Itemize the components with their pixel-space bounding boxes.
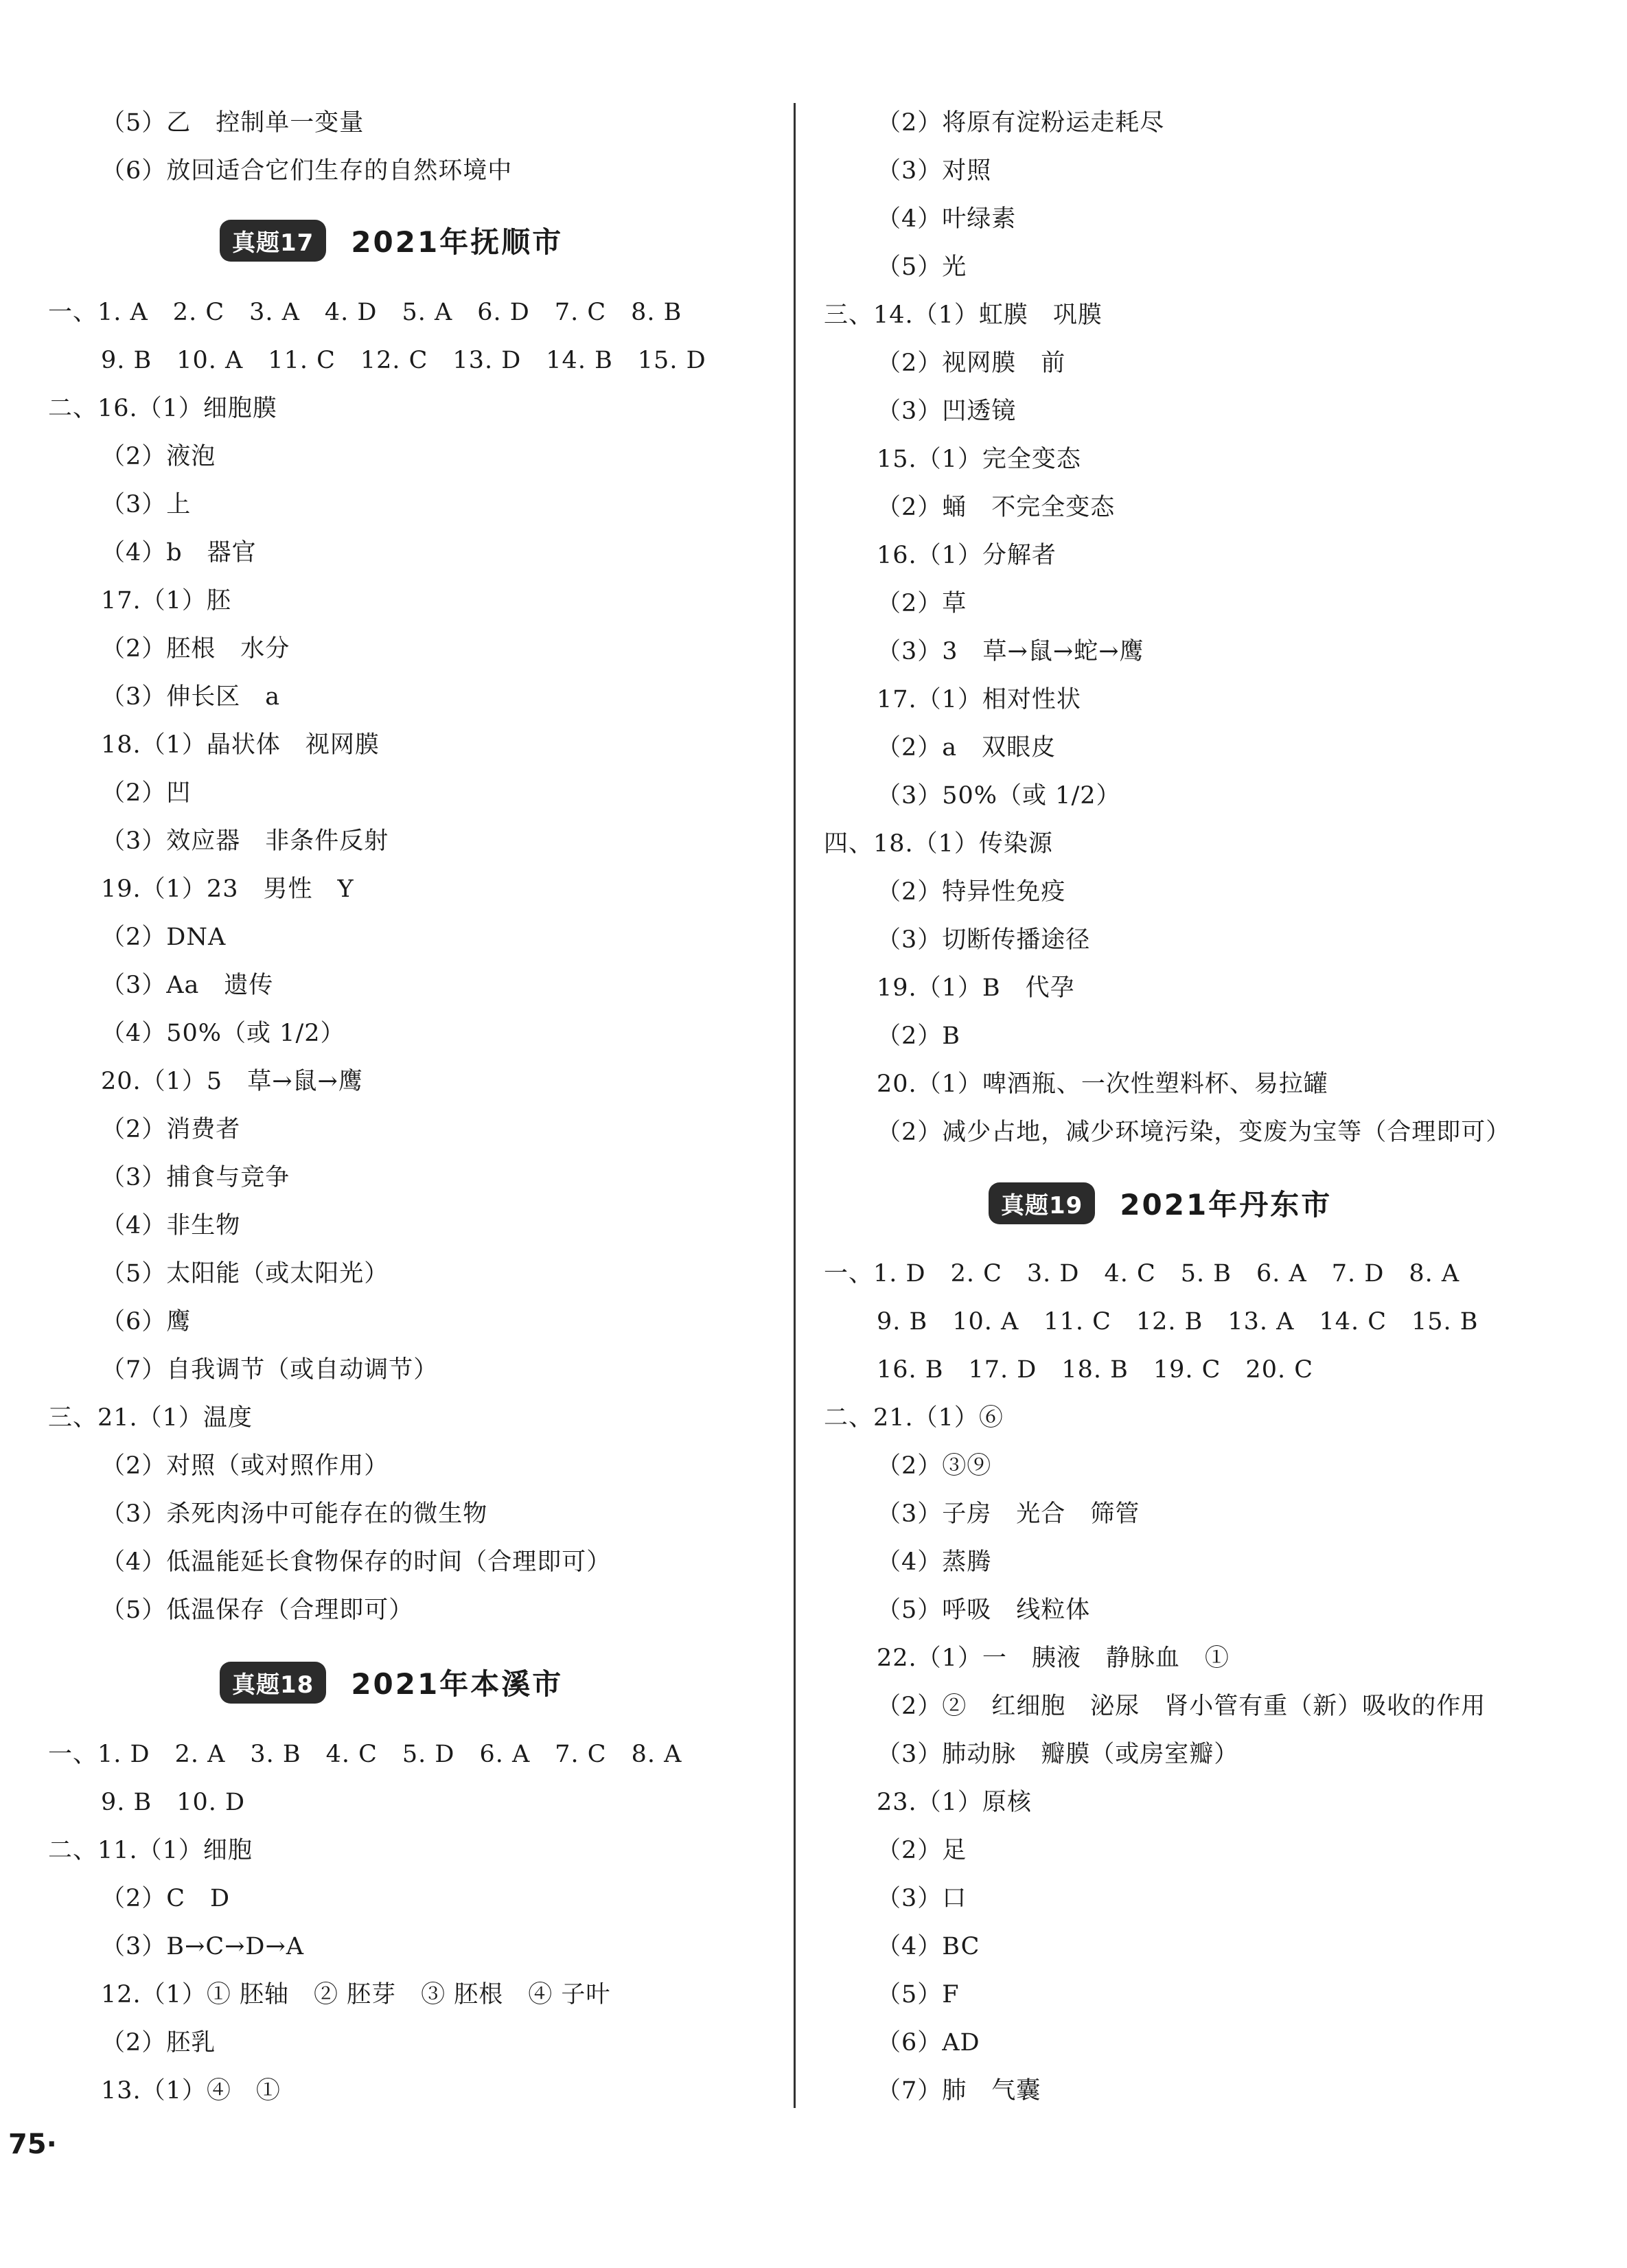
answer-line: 19.（1）B 代孕	[877, 974, 1075, 1002]
answer-line: （2）B	[877, 1022, 960, 1050]
answer-line: （6）AD	[877, 2029, 980, 2057]
answer-line: 19.（1）23 男性 Y	[101, 875, 354, 903]
answer-line: 二、11.（1）细胞	[48, 1837, 253, 1864]
answer-line: 一、1. D 2. C 3. D 4. C 5. B 6. A 7. D 8. A	[824, 1260, 1460, 1287]
answer-line: （4）50%（或 1/2）	[101, 1020, 345, 1047]
section-heading-18	[220, 1660, 563, 1704]
answer-line: 23.（1）原核	[877, 1789, 1032, 1816]
answer-line: （3）捕食与竞争	[101, 1164, 290, 1191]
answer-line: 三、14.（1）虹膜 巩膜	[824, 301, 1103, 329]
answer-line: （2）减少占地，减少环境污染，变废为宝等（合理即可）	[877, 1119, 1511, 1146]
answer-line: （2）DNA	[101, 924, 227, 951]
answer-line: （3）对照	[877, 157, 992, 185]
answer-line: 15.（1）完全变态	[877, 446, 1081, 473]
section-badge: 真题17	[220, 220, 326, 262]
answer-line: 二、21.（1）⑥	[824, 1404, 1004, 1432]
answer-line: （2）对照（或对照作用）	[101, 1452, 389, 1480]
section-heading-17	[220, 218, 563, 262]
answer-line: （6）鹰	[101, 1308, 192, 1336]
answer-line: 二、16.（1）细胞膜	[48, 395, 277, 422]
answer-line: （2）a 双眼皮	[877, 734, 1057, 761]
answer-line: 17.（1）相对性状	[877, 686, 1081, 713]
answer-line: 一、1. A 2. C 3. A 4. D 5. A 6. D 7. C 8. B	[48, 299, 682, 326]
answer-line: （3）口	[877, 1885, 967, 1912]
answer-line: 四、18.（1）传染源	[824, 830, 1053, 858]
answer-line: （2）足	[877, 1837, 967, 1864]
answer-line: 9. B 10. A 11. C 12. B 13. A 14. C 15. B	[877, 1308, 1479, 1336]
answer-line: 22.（1）一 胰液 静脉血 ①	[877, 1645, 1230, 1672]
answer-line: （2）凹	[101, 779, 192, 807]
answer-line: 9. B 10. A 11. C 12. C 13. D 14. B 15. D	[101, 347, 706, 374]
answer-line: （3）3 草→鼠→蛇→鹰	[877, 638, 1144, 665]
answer-line: （5）太阳能（或太阳光）	[101, 1260, 389, 1287]
answer-line: 9. B 10. D	[101, 1789, 246, 1816]
answer-line: （2）特异性免疫	[877, 878, 1066, 906]
answer-line: （2）蛹 不完全变态	[877, 494, 1116, 521]
answer-line: （4）b 器官	[101, 539, 257, 566]
section-heading-19	[989, 1181, 1332, 1225]
answer-line: 三、21.（1）温度	[48, 1404, 253, 1432]
section-badge: 真题18	[220, 1662, 326, 1704]
answer-line: （6）放回适合它们生存的自然环境中	[101, 157, 513, 185]
answer-line: （3）B→C→D→A	[101, 1933, 305, 1960]
answer-line: （2）③⑨	[877, 1452, 992, 1480]
answer-line: （2）消费者	[101, 1116, 241, 1143]
answer-line: （3）效应器 非条件反射	[101, 827, 389, 855]
answer-line: （2）胚乳	[101, 2029, 216, 2057]
answer-line: （2）C D	[101, 1885, 231, 1912]
answer-line: （3）凹透镜	[877, 398, 1017, 425]
section-title: 2021年抚顺市	[351, 225, 564, 259]
section-badge: 真题19	[989, 1182, 1095, 1224]
answer-line: （3）上	[101, 491, 192, 518]
answer-line: （3）肺动脉 瓣膜（或房室瓣）	[877, 1741, 1239, 1768]
answer-line: 一、1. D 2. A 3. B 4. C 5. D 6. A 7. C 8. A	[48, 1741, 682, 1768]
answer-line: 17.（1）胚	[101, 587, 231, 615]
answer-line: （5）呼吸 线粒体	[877, 1596, 1091, 1624]
answer-line: （4）低温能延长食物保存的时间（合理即可）	[101, 1548, 612, 1576]
answer-line: （4）叶绿素	[877, 205, 1017, 233]
answer-line: 12.（1）① 胚轴 ② 胚芽 ③ 胚根 ④ 子叶	[101, 1981, 611, 2008]
answer-line: （2）将原有淀粉运走耗尽	[877, 109, 1165, 137]
answer-line: 16.（1）分解者	[877, 542, 1057, 569]
answer-line: （5）低温保存（合理即可）	[101, 1596, 414, 1624]
answer-line: （7）肺 气囊	[877, 2077, 1041, 2105]
answer-line: （3）Aa 遗传	[101, 972, 274, 999]
answer-line: （5）乙 控制单一变量	[101, 109, 365, 137]
answer-line: （4）非生物	[101, 1212, 241, 1239]
answer-line: 20.（1）啤酒瓶、一次性塑料杯、易拉罐	[877, 1070, 1328, 1098]
section-title: 2021年本溪市	[351, 1667, 564, 1701]
column-divider	[794, 103, 796, 2108]
page-number: 75·	[8, 2129, 57, 2160]
answer-line: （3）杀死肉汤中可能存在的微生物	[101, 1500, 488, 1528]
answer-line: 20.（1）5 草→鼠→鹰	[101, 1068, 363, 1095]
answer-line: （3）伸长区 a	[101, 683, 281, 711]
answer-line: （2）视网膜 前	[877, 350, 1066, 377]
answer-line: （2）液泡	[101, 443, 216, 470]
answer-line: 16. B 17. D 18. B 19. C 20. C	[877, 1356, 1313, 1384]
answer-line: （3）50%（或 1/2）	[877, 782, 1121, 810]
answer-line: 13.（1）④ ①	[101, 2077, 281, 2105]
answer-line: （5）F	[877, 1981, 960, 2008]
answer-line: （2）② 红细胞 泌尿 肾小管有重（新）吸收的作用	[877, 1693, 1486, 1720]
answer-line: （7）自我调节（或自动调节）	[101, 1356, 439, 1384]
answer-line: 18.（1）晶状体 视网膜	[101, 731, 380, 759]
answer-line: （3）切断传播途径	[877, 926, 1091, 954]
section-title: 2021年丹东市	[1120, 1188, 1332, 1222]
answer-line: （3）子房 光合 筛管	[877, 1500, 1140, 1528]
answer-line: （4）蒸腾	[877, 1548, 992, 1576]
answer-line: （2）草	[877, 590, 967, 617]
answer-line: （4）BC	[877, 1933, 980, 1960]
answer-line: （2）胚根 水分	[101, 635, 290, 663]
answer-line: （5）光	[877, 253, 967, 281]
